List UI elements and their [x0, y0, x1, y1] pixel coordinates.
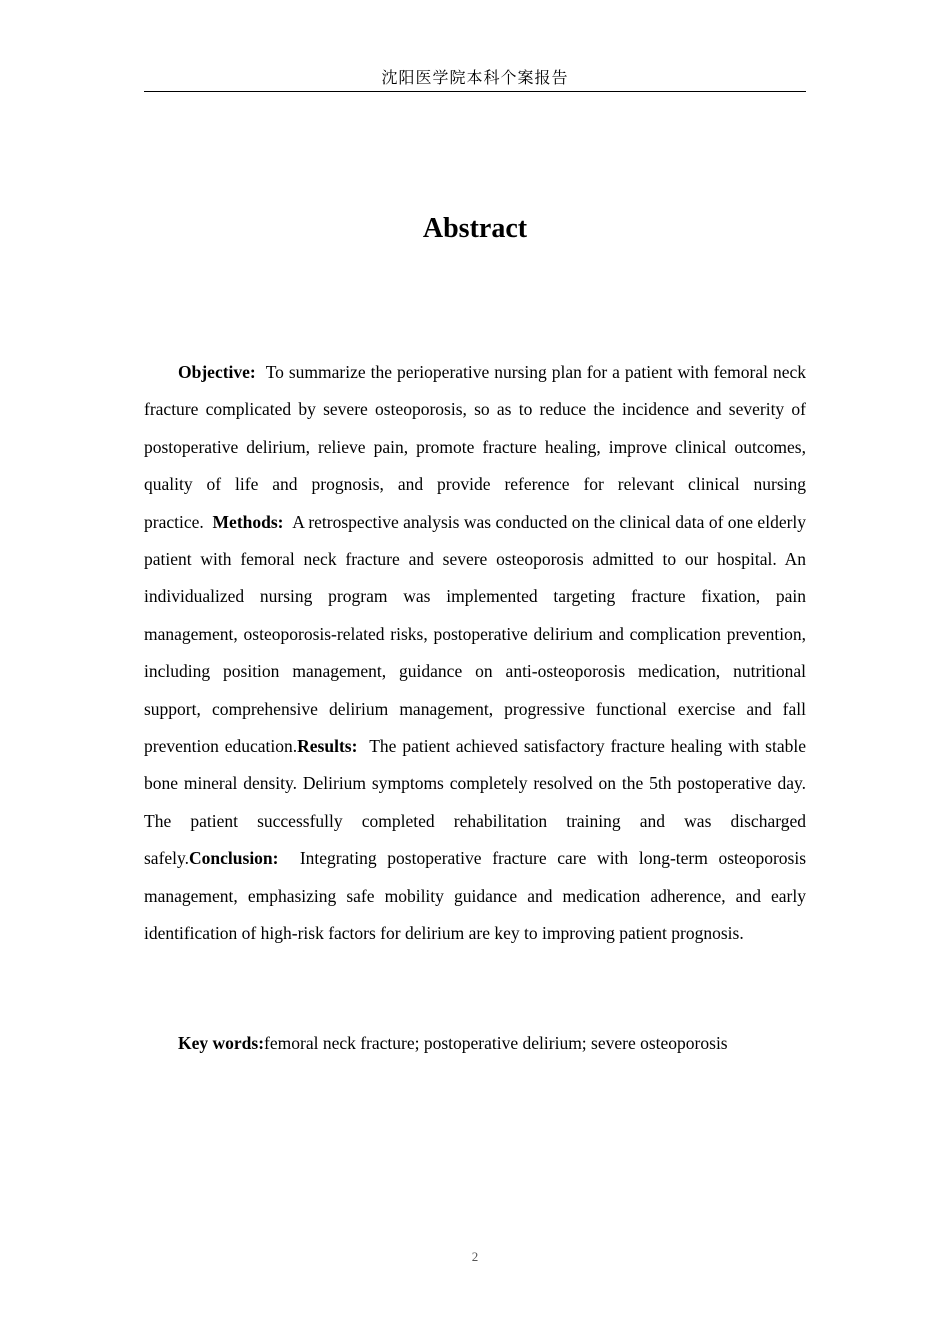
methods-text: A retrospective analysis was conducted on the clinical data of one elderly patient with femoral neck fracture and severe osteoporosis admitted to our hospital. An individualized nursing program was implemented targeting fracture fixation, pain management, osteoporosis-related risks, postoperative delirium and complication prevention, including position management, guidance on anti-osteoporosis medication, nutritional support, comprehensive delirium management, progressive functional exercise and fall prevention education.	[144, 511, 807, 757]
abstract-title: Abstract	[422, 213, 528, 244]
keywords-text: femoral neck fracture; postoperative delirium; severe osteoporosis	[264, 1033, 728, 1053]
keywords-label: Key words:	[178, 1033, 265, 1053]
objective-text: To summarize the perioperative nursing plan for a patient with femoral neck fracture complicated by severe osteoporosis, so as to reduce the incidence and severity of postoperative delirium, relieve pain, promote fracture healing, improve clinical outcomes, quality of life and prognosis, and provide reference for relevant clinical nursing practice.	[144, 362, 806, 532]
running-header: 沈阳医学院本科个案报告	[381, 68, 569, 87]
page-number: 2	[471, 1249, 479, 1264]
results-label: Results:	[297, 736, 358, 757]
header-rule	[144, 91, 806, 92]
conclusion-text: Integrating postoperative fracture care with long-term osteoporosis management, emphasizing safe mobility guidance and medication adherence, and early identification of high-risk factors for delirium are key to improving patient prognosis.	[144, 848, 807, 944]
methods-label: Methods:	[212, 511, 284, 532]
conclusion-label: Conclusion:	[189, 848, 279, 869]
results-text: The patient achieved satisfactory fracture healing with stable bone mineral density. Delirium symptoms completely resolved on the 5th postoperative day. The patient successfully completed rehabilitation training and was discharged safely.	[144, 736, 806, 869]
objective-label: Objective:	[178, 362, 256, 382]
abstract-paragraph	[144, 354, 806, 953]
keywords-line	[144, 1025, 806, 1062]
